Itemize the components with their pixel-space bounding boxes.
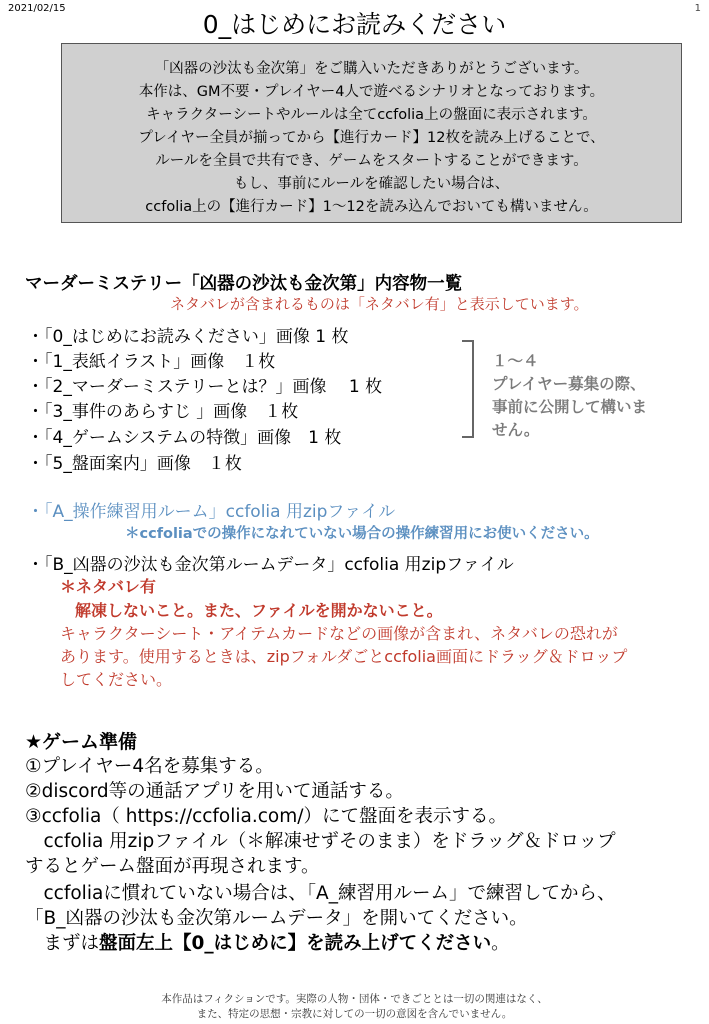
final-prefix: まずは bbox=[25, 933, 100, 954]
game-prep-step: ccfoliaに慣れていない場合は、「A_練習用ルーム」で練習してから、 bbox=[25, 883, 616, 904]
final-suffix: 。 bbox=[491, 933, 510, 954]
content-item: ・「0_はじめにお読みください」画像 1 枚 bbox=[27, 327, 349, 347]
spoiler-note: ネタバレが含まれるものは「ネタバレ有」と表示しています。 bbox=[170, 295, 589, 313]
page-number: 1 bbox=[694, 3, 701, 14]
notice-line: ccfolia上の【進行カード】1〜12を読み込んでおいても構いません。 bbox=[145, 199, 598, 215]
side-note-line: せん。 bbox=[492, 421, 540, 439]
side-note-line: プレイヤー募集の際、 bbox=[492, 375, 646, 393]
content-item: ・「1_表紙イラスト」画像 １枚 bbox=[27, 352, 276, 372]
game-prep-step: ③ccfolia（ https://ccfolia.com/）にて盤面を表示する。 bbox=[25, 806, 507, 827]
content-item: ・「3_事件のあらすじ 」画像 １枚 bbox=[27, 402, 299, 422]
game-prep-step: するとゲーム盤面が再現されます。 bbox=[25, 856, 320, 877]
notice-line: 本作は、GM不要・プレイヤー4人で遊べるシナリオとなっております。 bbox=[138, 84, 605, 100]
notice-line: 「凶器の沙汰も金次第」をご購入いただきありがとうございます。 bbox=[154, 61, 589, 77]
game-prep-step: ①プレイヤー4名を募集する。 bbox=[25, 756, 274, 777]
notice-line: キャラクターシートやルールは全てccfolia上の盤面に表示されます。 bbox=[146, 107, 597, 123]
intro-notice-box bbox=[61, 43, 682, 223]
content-item: ・「5_盤面案内」画像 １枚 bbox=[27, 454, 242, 474]
practice-room-item: ・「A_操作練習用ルーム」ccfolia 用zipファイル bbox=[27, 502, 396, 522]
spoiler-warning-label: ＊ネタバレ有 bbox=[60, 577, 156, 596]
room-data-detail: あります。使用するときは、zipフォルダごとccfolia画面にドラッグ＆ドロップ bbox=[60, 647, 628, 666]
side-note-line: １～４ bbox=[492, 352, 539, 370]
game-prep-step: ccfolia 用zipファイル（＊解凍せずそのまま）をドラッグ＆ドロップ bbox=[25, 831, 616, 852]
side-note-line: 事前に公開して構いま bbox=[492, 398, 648, 416]
room-data-detail: キャラクターシート・アイテムカードなどの画像が含まれ、ネタバレの恐れが bbox=[60, 624, 618, 643]
content-item: ・「2_マーダーミステリーとは？」画像 1 枚 bbox=[27, 377, 383, 397]
room-data-detail: してください。 bbox=[60, 670, 173, 689]
room-data-item: ・「B_凶器の沙汰も金次第ルームデータ」ccfolia 用zipファイル bbox=[27, 555, 514, 575]
spoiler-warning-text: 解凍しないこと。また、ファイルを開かないこと。 bbox=[75, 601, 443, 620]
game-prep-step: 「B_凶器の沙汰も金次第ルームデータ」を開いてください。 bbox=[25, 908, 528, 929]
contents-heading: マーダーミステリー「凶器の沙汰も金次第」内容物一覧 bbox=[25, 274, 463, 294]
page-title: 0_はじめにお読みください bbox=[202, 10, 507, 39]
notice-line: ルールを全員で共有でき、ゲームをスタートすることができます。 bbox=[155, 153, 588, 169]
notice-line: もし、事前にルールを確認したい場合は、 bbox=[233, 176, 510, 192]
notice-line: プレイヤー全員が揃ってから【進行カード】12枚を読み上げることで、 bbox=[138, 130, 605, 146]
game-prep-final bbox=[25, 929, 510, 955]
items-bracket bbox=[462, 340, 474, 438]
document-date: 2021/02/15 bbox=[8, 3, 66, 14]
game-prep-step: ②discord等の通話アプリを用いて通話する。 bbox=[25, 781, 404, 802]
game-prep-heading: ★ゲーム準備 bbox=[25, 731, 138, 753]
footer-disclaimer: また、特定の思想・宗教に対しての一切の意図を含んでいません。 bbox=[196, 1008, 513, 1020]
footer-disclaimer: 本作品はフィクションです。実際の人物・団体・できごととは一切の関連はなく、 bbox=[161, 993, 548, 1005]
final-bold-instruction: 盤面左上【0_はじめに】を読み上げてください bbox=[99, 933, 492, 954]
practice-room-note: ＊ccfoliaでの操作になれていない場合の操作練習用にお使いください。 bbox=[125, 526, 599, 542]
content-item: ・「4_ゲームシステムの特徴」画像 1 枚 bbox=[27, 428, 342, 448]
